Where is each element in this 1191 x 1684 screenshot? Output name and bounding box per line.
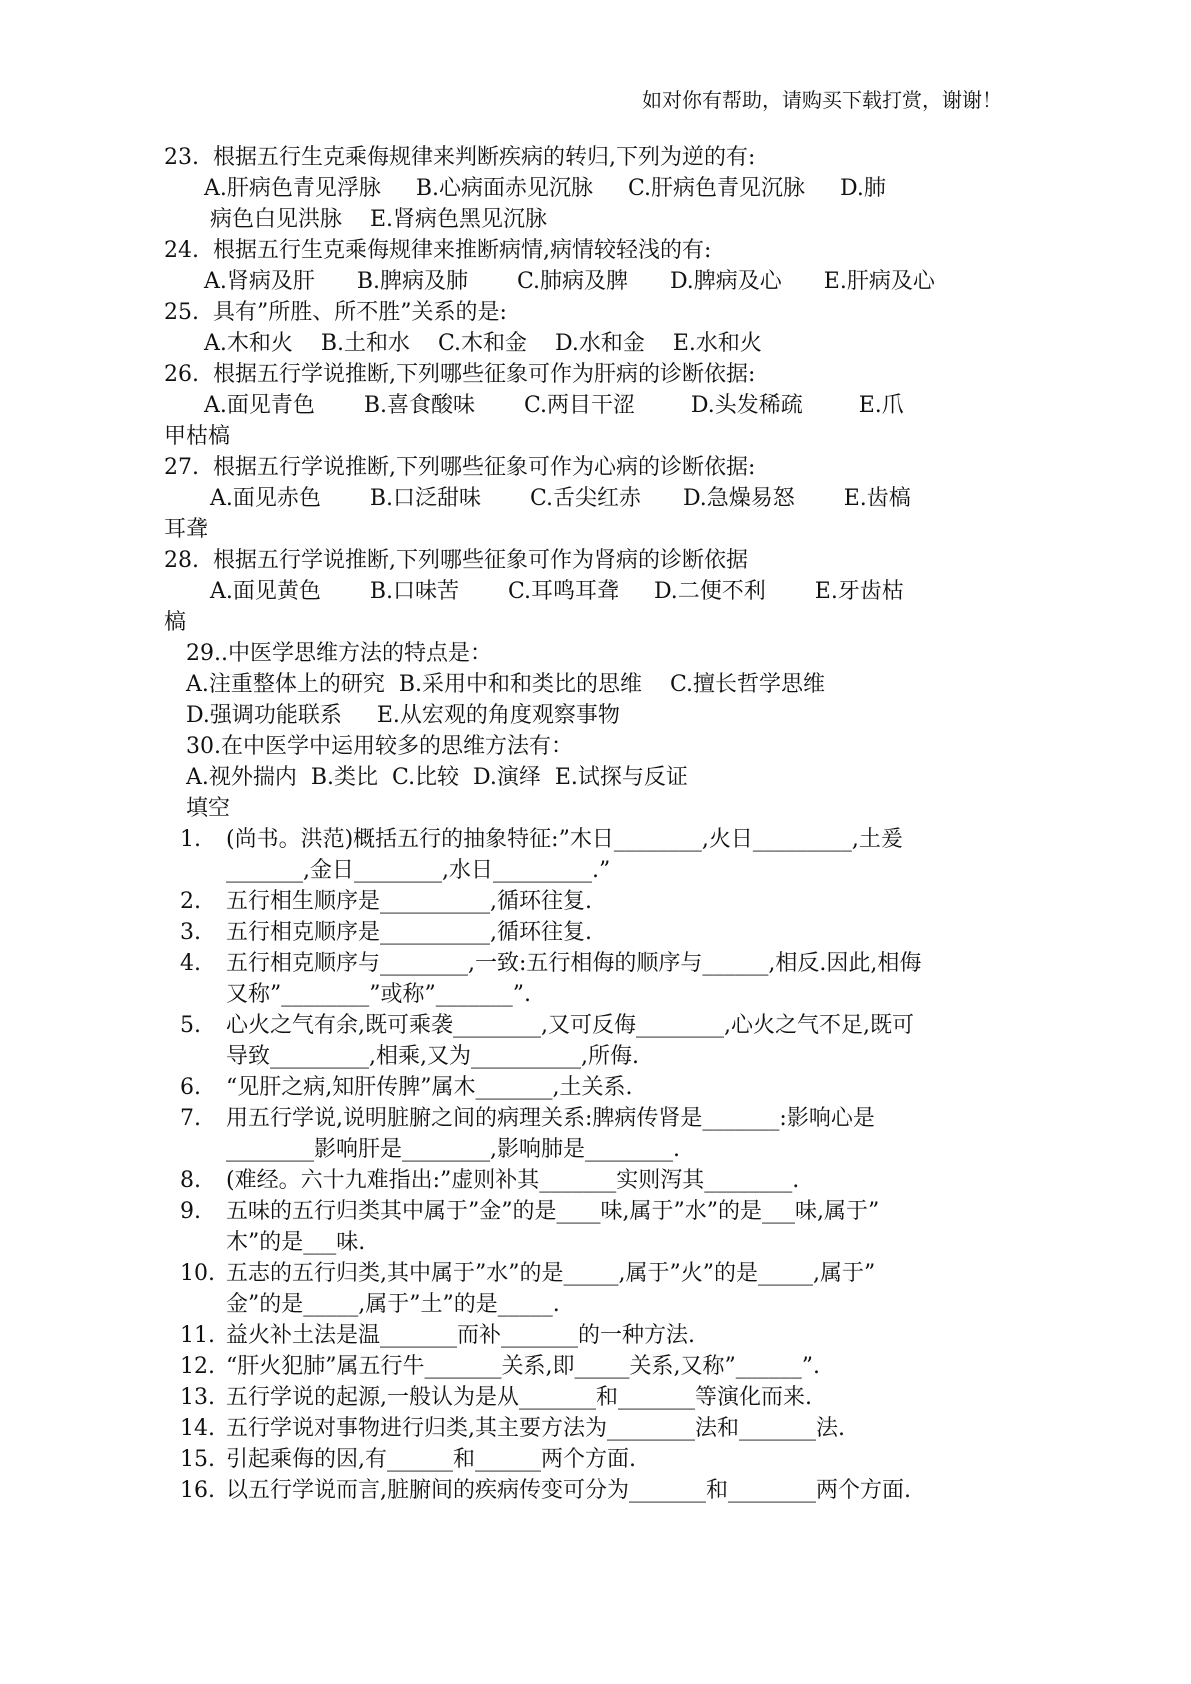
fill-item-number: 2. bbox=[180, 889, 201, 914]
fill-item bbox=[180, 1382, 1044, 1413]
question-section bbox=[164, 142, 1044, 824]
fill-item bbox=[180, 1320, 1044, 1351]
fill-item-number: 13. bbox=[180, 1385, 215, 1410]
fill-item-text: 五行相生顺序是__________,循环往复. bbox=[226, 889, 592, 914]
fill-item-text: 益火补土法是温_______而补_______的一种方法. bbox=[226, 1323, 695, 1348]
fill-item bbox=[180, 917, 1044, 948]
fill-item-text: 五行学说对事物进行归类,其主要方法为________法和_______法. bbox=[226, 1416, 845, 1441]
text-line: A.肝病色青见浮脉 B.心病面赤见沉脉 C.肝病色青见沉脉 D.肺 bbox=[204, 176, 886, 201]
fill-item bbox=[180, 948, 1044, 979]
fill-item-continuation: 金”的是_____,属于”土”的是_____. bbox=[226, 1292, 560, 1317]
fill-item bbox=[180, 1258, 1044, 1289]
fill-item bbox=[180, 1072, 1044, 1103]
fill-item-continuation: 导致_________,相乘,又为__________,所侮. bbox=[226, 1044, 639, 1069]
fill-item-number: 16. bbox=[180, 1478, 215, 1503]
text-line: 27. 根据五行学说推断,下列哪些征象可作为心病的诊断依据: bbox=[164, 455, 756, 480]
text-line: A.视外揣内 B.类比 C.比较 D.演绎 E.试探与反证 bbox=[186, 765, 688, 790]
fill-item-text: (难经。六十九难指出:”虚则补其_______实则泻其________. bbox=[226, 1168, 800, 1193]
text-line: 29..中医学思维方法的特点是： bbox=[186, 641, 492, 666]
fill-item-continuation: 又称”________”或称”_______”. bbox=[226, 982, 531, 1007]
text-line: 病色白见洪脉 E.肾病色黑见沉脉 bbox=[210, 207, 548, 232]
fill-item bbox=[180, 1196, 1044, 1227]
fill-item-number: 9. bbox=[180, 1199, 201, 1224]
fill-item-number: 4. bbox=[180, 951, 201, 976]
fill-item-number: 6. bbox=[180, 1075, 201, 1100]
fill-item-number: 15. bbox=[180, 1447, 215, 1472]
fill-item-text: 五行学说的起源,一般认为是从_______和_______等演化而来. bbox=[226, 1385, 812, 1410]
fill-item bbox=[180, 1010, 1044, 1041]
fill-item-text: “见肝之病,知肝传脾”属木_______,土关系. bbox=[226, 1075, 633, 1100]
text-line: 甲枯槁 bbox=[164, 424, 231, 449]
fill-item-number: 3. bbox=[180, 920, 201, 945]
fill-item bbox=[180, 886, 1044, 917]
fill-item-number: 1. bbox=[180, 827, 201, 852]
fill-item bbox=[180, 1103, 1044, 1134]
text-line: 填空 bbox=[186, 796, 231, 821]
text-line: A.面见黄色 B.口味苦 C.耳鸣耳聋 D.二便不利 E.牙齿枯 bbox=[210, 579, 904, 604]
fill-item-continuation: 木”的是___味. bbox=[226, 1230, 366, 1255]
fill-item-text: 用五行学说,说明脏腑之间的病理关系:脾病传肾是_______:影响心是 bbox=[226, 1106, 875, 1131]
text-line: 26. 根据五行学说推断,下列哪些征象可作为肝病的诊断依据: bbox=[164, 362, 756, 387]
text-line: D.强调功能联系 E.从宏观的角度观察事物 bbox=[186, 703, 620, 728]
fill-item-number: 11. bbox=[180, 1323, 215, 1348]
fill-item-continuation: _______,金日________,水日_________.” bbox=[226, 858, 611, 883]
page-header-note: 如对你有帮助，请购买下载打赏，谢谢！ bbox=[642, 88, 1002, 112]
document-body bbox=[164, 142, 1044, 1506]
fill-item-number: 7. bbox=[180, 1106, 201, 1131]
fill-item bbox=[180, 1413, 1044, 1444]
text-line: 28. 根据五行学说推断,下列哪些征象可作为肾病的诊断依据 bbox=[164, 548, 748, 573]
text-line: 槁 bbox=[164, 610, 187, 635]
text-line: A.注重整体上的研究 B.采用中和和类比的思维 C.擅长哲学思维 bbox=[186, 672, 826, 697]
fill-item-text: 五味的五行归类其中属于”金”的是____味,属于”水”的是___味,属于” bbox=[226, 1199, 880, 1224]
text-line: 23. 根据五行生克乘侮规律来判断疾病的转归,下列为逆的有: bbox=[164, 145, 756, 170]
text-line: 30.在中医学中运用较多的思维方法有： bbox=[186, 734, 573, 759]
fill-item-text: 以五行学说而言,脏腑间的疾病传变可分为_______和________两个方面. bbox=[226, 1478, 911, 1503]
fill-item-number: 8. bbox=[180, 1168, 201, 1193]
fill-item-text: 五志的五行归类,其中属于”水”的是_____,属于”火”的是_____,属于” bbox=[226, 1261, 876, 1286]
fill-item-continuation: ________影响肝是________,影响肺是________. bbox=[226, 1137, 680, 1162]
text-line: 耳聋 bbox=[164, 517, 209, 542]
fill-item-text: 引起乘侮的因,有______和______两个方面. bbox=[226, 1447, 636, 1472]
fill-item bbox=[180, 1351, 1044, 1382]
fill-item-number: 12. bbox=[180, 1354, 215, 1379]
fill-item-text: (尚书。洪范)概括五行的抽象特征:”木日________,火日_________,土爰 bbox=[226, 827, 903, 852]
text-line: A.面见赤色 B.口泛甜味 C.舌尖红赤 D.急燥易怒 E.齿槁 bbox=[210, 486, 911, 511]
fill-item-text: 心火之气有余,既可乘袭________,又可反侮________,心火之气不足,既可 bbox=[226, 1013, 914, 1038]
fill-item bbox=[180, 824, 1044, 855]
fill-item bbox=[180, 1475, 1044, 1506]
text-line: A.面见青色 B.喜食酸味 C.两目干涩 D.头发稀疏 E.爪 bbox=[204, 393, 904, 418]
text-line: A.木和火 B.土和水 C.木和金 D.水和金 E.水和火 bbox=[204, 331, 762, 356]
fill-item-number: 10. bbox=[180, 1261, 215, 1286]
fill-item-text: 五行相克顺序与________,一致:五行相侮的顺序与______,相反.因此,相侮 bbox=[226, 951, 922, 976]
text-line: 24. 根据五行生克乘侮规律来推断病情,病情较轻浅的有: bbox=[164, 238, 712, 263]
fill-item-text: “肝火犯肺”属五行牛_______关系,即_____关系,又称”______”. bbox=[226, 1354, 820, 1379]
fill-item bbox=[180, 1165, 1044, 1196]
fill-item-number: 5. bbox=[180, 1013, 201, 1038]
fill-item bbox=[180, 1444, 1044, 1475]
fill-item-number: 14. bbox=[180, 1416, 215, 1441]
text-line: A.肾病及肝 B.脾病及肺 C.肺病及脾 D.脾病及心 E.肝病及心 bbox=[204, 269, 935, 294]
fill-in-section bbox=[164, 824, 1044, 1506]
text-line: 25. 具有”所胜、所不胜”关系的是: bbox=[164, 300, 507, 325]
fill-item-text: 五行相克顺序是__________,循环往复. bbox=[226, 920, 592, 945]
